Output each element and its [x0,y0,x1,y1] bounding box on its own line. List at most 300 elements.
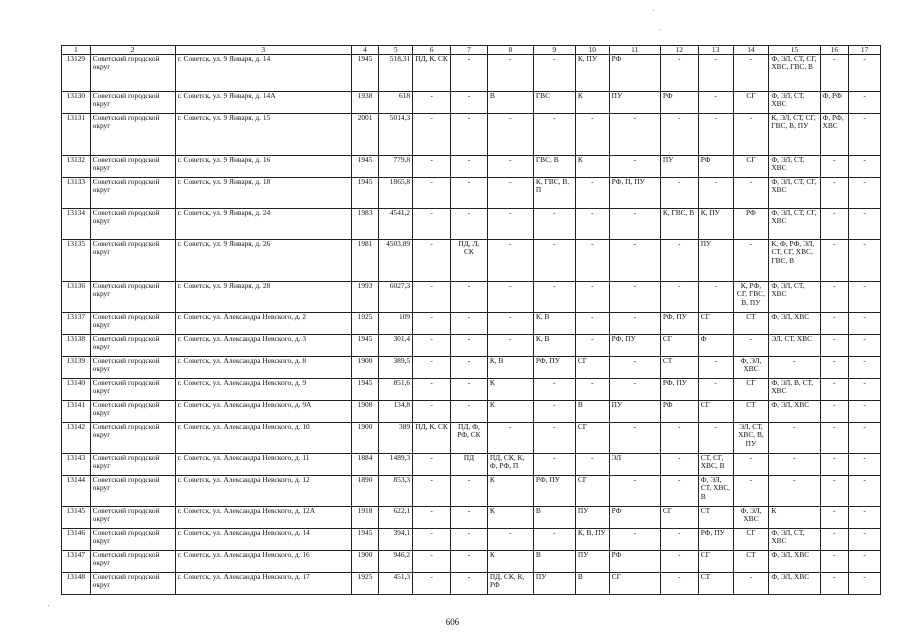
table-cell-col-10: - [575,178,609,209]
table-cell-col-14: - [733,454,769,476]
table-cell-col-9: - [533,209,575,240]
table-cell-col-15: Ф, ЭЛ, СТ, СГ, ХВС [769,178,820,209]
table-cell-col-11: РФ [609,507,660,529]
table-cell-col-14: - [733,573,769,595]
table-cell-col-3: г. Советск, ул. Александра Невского, д. 9 [175,379,351,401]
table-cell-col-15: Ф, ЭЛ, ХВС [769,401,820,423]
table-cell-col-8: - [487,178,533,209]
table-cell-col-6: ПД, К, СК [413,55,451,92]
table-cell-col-9: К, ГВС, В, П [533,178,575,209]
table-cell-col-8: ПД, СК, К, Ф, РФ, П [487,454,533,476]
table-cell-col-6: - [413,282,451,313]
table-cell-col-6: - [413,454,451,476]
table-cell-col-8: ПД, СК, К, РФ [487,573,533,595]
table-cell-col-12: - [660,529,698,551]
table-cell-col-5: 851,6 [379,379,413,401]
table-cell-col-8: - [487,209,533,240]
table-cell-col-17: - [849,357,881,379]
column-number-1: 1 [62,46,91,55]
table-cell-col-7: - [451,156,488,178]
table-cell-col-7: - [451,573,488,595]
table-cell-col-1: 13141 [62,401,91,423]
table-cell-col-14: СТ [733,551,769,573]
table-row [62,379,881,401]
table-cell-col-17: - [849,454,881,476]
table-cell-col-14: СГ [733,529,769,551]
table-cell-col-4: 1918 [351,507,379,529]
table-cell-col-16: - [820,454,849,476]
table-row [62,529,881,551]
table-cell-col-6: - [413,92,451,114]
table-cell-col-2: Советский городской округ [90,209,175,240]
table-cell-col-15: Ф, ЭЛ, ХВС [769,573,820,595]
table-cell-col-8: - [487,156,533,178]
table-cell-col-12: - [660,551,698,573]
table-cell-col-7: - [451,178,488,209]
table-cell-col-12: РФ [660,92,698,114]
table-cell-col-5: 518,31 [379,55,413,92]
scan-artifact [660,29,661,30]
table-cell-col-9: ГВС [533,92,575,114]
table-cell-col-9: ГВС, В [533,156,575,178]
table-cell-col-3: г. Советск, ул. Александра Невского, д. 8 [175,357,351,379]
table-cell-col-15: - [769,454,820,476]
table-cell-col-12: РФ, ПУ [660,313,698,335]
table-cell-col-4: 1945 [351,379,379,401]
table-cell-col-4: 1945 [351,55,379,92]
table-cell-col-16: - [820,357,849,379]
table-cell-col-6: - [413,401,451,423]
table-cell-col-9: - [533,55,575,92]
table-cell-col-5: 134,8 [379,401,413,423]
table-cell-col-12: К, ГВС, В [660,209,698,240]
table-cell-col-3: г. Советск, ул. 9 Января, д. 16 [175,156,351,178]
table-cell-col-6: - [413,178,451,209]
table-row [62,507,881,529]
table-cell-col-16: - [820,209,849,240]
table-cell-col-9: - [533,240,575,282]
table-cell-col-4: 1993 [351,282,379,313]
table-cell-col-4: 2001 [351,114,379,156]
table-cell-col-6: - [413,209,451,240]
table-row [62,114,881,156]
table-cell-col-14: К, РФ, СГ, ГВС, В, ПУ [733,282,769,313]
table-cell-col-1: 13137 [62,313,91,335]
table-cell-col-2: Советский городской округ [90,507,175,529]
column-number-header-row [62,46,881,55]
table-cell-col-1: 13140 [62,379,91,401]
table-cell-col-3: г. Советск, ул. Александра Невского, д. 9А [175,401,351,423]
table-cell-col-12: СГ [660,507,698,529]
table-cell-col-11: ЭЛ [609,454,660,476]
table-cell-col-10: - [575,335,609,357]
table-cell-col-17: - [849,401,881,423]
table-row [62,282,881,313]
table-cell-col-3: г. Советск, ул. Александра Невского, д. 17 [175,573,351,595]
table-cell-col-1: 13139 [62,357,91,379]
table-cell-col-13: Ф [698,335,733,357]
column-number-3: 3 [175,46,351,55]
table-cell-col-17: - [849,282,881,313]
table-cell-col-4: 1925 [351,313,379,335]
table-row [62,357,881,379]
table-cell-col-13: СГ [698,313,733,335]
table-cell-col-4: 1945 [351,335,379,357]
table-cell-col-10: СГ [575,476,609,507]
table-cell-col-2: Советский городской округ [90,476,175,507]
table-cell-col-9: В [533,507,575,529]
table-cell-col-16: Ф, РФ [820,92,849,114]
table-cell-col-10: К [575,92,609,114]
table-cell-col-10: - [575,209,609,240]
table-cell-col-9: К, В [533,313,575,335]
table-body [62,55,881,595]
table-cell-col-3: г. Советск, ул. 9 Января, д. 15 [175,114,351,156]
table-cell-col-4: 1908 [351,401,379,423]
table-cell-col-15: - [769,357,820,379]
table-cell-col-12: СТ [660,357,698,379]
table-cell-col-8: - [487,240,533,282]
table-cell-col-10: - [575,313,609,335]
table-cell-col-11: РФ, П, ПУ [609,178,660,209]
column-number-16: 16 [820,46,849,55]
table-cell-col-4: 1925 [351,573,379,595]
table-cell-col-5: 389,5 [379,357,413,379]
table-cell-col-10: - [575,240,609,282]
table-cell-col-17: - [849,313,881,335]
table-cell-col-1: 13130 [62,92,91,114]
page-number: 606 [445,617,460,627]
table-cell-col-1: 13134 [62,209,91,240]
table-cell-col-5: 779,8 [379,156,413,178]
table-cell-col-6: - [413,529,451,551]
table-cell-col-3: г. Советск, ул. Александра Невского, д. 16 [175,551,351,573]
column-number-2: 2 [90,46,175,55]
table-cell-col-16: - [820,423,849,454]
table-cell-col-16: - [820,529,849,551]
table-cell-col-14: - [733,240,769,282]
column-number-9: 9 [533,46,575,55]
table-cell-col-15: Ф, ЭЛ, СТ, ХВС [769,529,820,551]
table-cell-col-14: РФ [733,209,769,240]
table-cell-col-17: - [849,379,881,401]
table-cell-col-6: - [413,357,451,379]
table-cell-col-4: 1945 [351,529,379,551]
table-cell-col-4: 1938 [351,92,379,114]
table-cell-col-7: ПД, Л, СК [451,240,488,282]
table-cell-col-12: ПУ [660,156,698,178]
table-cell-col-4: 1945 [351,156,379,178]
table-cell-col-7: - [451,529,488,551]
table-cell-col-14: СГ [733,92,769,114]
table-cell-col-17: - [849,240,881,282]
table-cell-col-13: СТ, СГ, ХВС, В [698,454,733,476]
table-cell-col-11: - [609,423,660,454]
table-cell-col-14: Ф, ЭЛ, ХВС [733,507,769,529]
table-cell-col-5: 1865,8 [379,178,413,209]
table-cell-col-12: - [660,114,698,156]
table-cell-col-7: - [451,507,488,529]
table-cell-col-12: - [660,55,698,92]
table-cell-col-11: - [609,476,660,507]
table-cell-col-17: - [849,114,881,156]
table-cell-col-2: Советский городской округ [90,423,175,454]
table-cell-col-7: - [451,209,488,240]
table-cell-col-15: - [769,476,820,507]
table-cell-col-13: - [698,55,733,92]
table-cell-col-9: - [533,454,575,476]
table-cell-col-1: 13148 [62,573,91,595]
table-cell-col-17: - [849,507,881,529]
table-cell-col-5: 4503,89 [379,240,413,282]
table-row [62,454,881,476]
table-cell-col-5: 109 [379,313,413,335]
table-cell-col-2: Советский городской округ [90,55,175,92]
table-cell-col-6: - [413,114,451,156]
table-cell-col-17: - [849,551,881,573]
table-cell-col-7: ПД, Ф, РФ, СК [451,423,488,454]
table-cell-col-13: СГ [698,551,733,573]
table-cell-col-17: - [849,156,881,178]
table-cell-col-8: К [487,379,533,401]
table-row [62,573,881,595]
table-cell-col-1: 13129 [62,55,91,92]
table-cell-col-16: - [820,156,849,178]
table-cell-col-5: 4541,2 [379,209,413,240]
table-cell-col-12: РФ [660,401,698,423]
table-cell-col-2: Советский городской округ [90,401,175,423]
table-cell-col-1: 13133 [62,178,91,209]
table-cell-col-5: 622,1 [379,507,413,529]
table-cell-col-11: - [609,379,660,401]
table-cell-col-17: - [849,476,881,507]
table-cell-col-10: К, В, ПУ [575,529,609,551]
table-cell-col-9: - [533,401,575,423]
table-cell-col-11: - [609,156,660,178]
table-cell-col-2: Советский городской округ [90,114,175,156]
table-cell-col-5: 853,3 [379,476,413,507]
table-cell-col-16: Ф, РФ, ХВС [820,114,849,156]
table-cell-col-7: ПД [451,454,488,476]
table-cell-col-10: - [575,454,609,476]
table-cell-col-4: 1884 [351,454,379,476]
table-cell-col-13: ПУ [698,240,733,282]
table-cell-col-6: - [413,476,451,507]
table-cell-col-5: 946,2 [379,551,413,573]
table-cell-col-17: - [849,209,881,240]
table-cell-col-1: 13135 [62,240,91,282]
table-cell-col-2: Советский городской округ [90,240,175,282]
table-cell-col-3: г. Советск, ул. Александра Невского, д. 14 [175,529,351,551]
table-cell-col-14: СГ [733,156,769,178]
table-cell-col-3: г. Советск, ул. 9 Января, д. 14 [175,55,351,92]
table-cell-col-3: г. Советск, ул. Александра Невского, д. 12 [175,476,351,507]
table-cell-col-13: - [698,92,733,114]
document-table [61,45,881,595]
table-cell-col-16: - [820,573,849,595]
table-cell-col-13: СТ [698,507,733,529]
table-cell-col-17: - [849,423,881,454]
table-cell-col-15: Ф, ЭЛ, ХВС [769,313,820,335]
table-cell-col-2: Советский городской округ [90,454,175,476]
table-cell-col-6: - [413,156,451,178]
table-cell-col-5: 451,3 [379,573,413,595]
table-cell-col-7: - [451,335,488,357]
table-cell-col-2: Советский городской округ [90,282,175,313]
table-cell-col-4: 1981 [351,240,379,282]
table-cell-col-16: - [820,313,849,335]
table-cell-col-10: СГ [575,423,609,454]
table-cell-col-2: Советский городской округ [90,178,175,209]
table-cell-col-5: 301,4 [379,335,413,357]
table-cell-col-11: ПУ [609,401,660,423]
table-cell-col-6: - [413,335,451,357]
scan-artifact [48,605,49,606]
table-cell-col-3: г. Советск, ул. 9 Января, д. 24 [175,209,351,240]
table-row [62,476,881,507]
table-cell-col-6: - [413,551,451,573]
table-cell-col-9: РФ, ПУ [533,476,575,507]
table-cell-col-7: - [451,282,488,313]
table-cell-col-7: - [451,476,488,507]
table-cell-col-16: - [820,240,849,282]
column-number-13: 13 [698,46,733,55]
table-cell-col-15: Ф, ЭЛ, В, СТ, ХВС [769,379,820,401]
scan-artifact [653,10,654,11]
table-cell-col-8: - [487,335,533,357]
table-cell-col-6: - [413,313,451,335]
table-cell-col-10: - [575,282,609,313]
column-number-14: 14 [733,46,769,55]
table-cell-col-11: РФ, ПУ [609,335,660,357]
table-cell-col-1: 13138 [62,335,91,357]
table-cell-col-7: - [451,401,488,423]
table-cell-col-11: - [609,114,660,156]
table-cell-col-5: 1489,3 [379,454,413,476]
table-cell-col-10: ПУ [575,507,609,529]
table-cell-col-17: - [849,335,881,357]
table-row [62,335,881,357]
table-cell-col-11: - [609,357,660,379]
table-cell-col-16: - [820,476,849,507]
table-cell-col-10: К [575,156,609,178]
table-row [62,156,881,178]
table-cell-col-1: 13142 [62,423,91,454]
table-cell-col-9: - [533,114,575,156]
table-cell-col-8: - [487,529,533,551]
table-cell-col-16: - [820,551,849,573]
table-cell-col-1: 13145 [62,507,91,529]
table-cell-col-3: г. Советск, ул. 9 Января, д. 28 [175,282,351,313]
table-cell-col-11: - [609,240,660,282]
table-cell-col-3: г. Советск, ул. 9 Января, д. 26 [175,240,351,282]
table-row [62,551,881,573]
table-cell-col-14: ЭЛ, СТ, ХВС, В, ПУ [733,423,769,454]
table-cell-col-17: - [849,178,881,209]
table-cell-col-2: Советский городской округ [90,156,175,178]
table-cell-col-10: СГ [575,357,609,379]
table-cell-col-2: Советский городской округ [90,335,175,357]
column-number-5: 5 [379,46,413,55]
table-cell-col-16: - [820,55,849,92]
table-cell-col-3: г. Советск, ул. 9 Января, д. 14А [175,92,351,114]
table-cell-col-10: - [575,114,609,156]
table-cell-col-13: - [698,114,733,156]
table-cell-col-13: РФ [698,156,733,178]
table-cell-col-3: г. Советск, ул. 9 Января, д. 18 [175,178,351,209]
table-cell-col-4: 1900 [351,357,379,379]
table-cell-col-4: 1983 [351,209,379,240]
table-cell-col-11: - [609,209,660,240]
table-cell-col-8: - [487,282,533,313]
table-cell-col-16: - [820,379,849,401]
table-cell-col-12: - [660,178,698,209]
table-cell-col-1: 13131 [62,114,91,156]
table-cell-col-8: - [487,55,533,92]
table-cell-col-9: - [533,529,575,551]
table-cell-col-12: - [660,476,698,507]
table-cell-col-3: г. Советск, ул. Александра Невского, д. 2 [175,313,351,335]
table-cell-col-6: - [413,573,451,595]
table-cell-col-15: Ф, ЭЛ, ХВС [769,551,820,573]
table-cell-col-7: - [451,551,488,573]
table-cell-col-15: Ф, ЭЛ, СТ, ХВС [769,92,820,114]
table-cell-col-14: СТ [733,313,769,335]
table-cell-col-2: Советский городской округ [90,92,175,114]
table-cell-col-1: 13136 [62,282,91,313]
table-cell-col-7: - [451,114,488,156]
table-cell-col-11: ПУ [609,92,660,114]
table-cell-col-13: СГ [698,401,733,423]
table-cell-col-16: - [820,401,849,423]
table-cell-col-15: Ф, ЭЛ, СТ, СГ, ХВС [769,209,820,240]
table-cell-col-15: К [769,507,820,529]
table-cell-col-14: - [733,335,769,357]
table-cell-col-8: - [487,423,533,454]
table-cell-col-3: г. Советск, ул. Александра Невского, д. 3 [175,335,351,357]
table-cell-col-8: - [487,313,533,335]
table-cell-col-15: Ф, ЭЛ, СТ, ХВС [769,156,820,178]
table-cell-col-4: 1900 [351,551,379,573]
table-cell-col-14: - [733,114,769,156]
table-cell-col-9: - [533,379,575,401]
table-cell-col-9: - [533,282,575,313]
column-number-4: 4 [351,46,379,55]
table-cell-col-14: СТ [733,401,769,423]
table-cell-col-10: - [575,379,609,401]
table-cell-col-9: В [533,551,575,573]
table-cell-col-16: - [820,335,849,357]
table-cell-col-1: 13147 [62,551,91,573]
table-cell-col-3: г. Советск, ул. Александра Невского, д. 11 [175,454,351,476]
table-cell-col-5: 5014,3 [379,114,413,156]
table-cell-col-17: - [849,529,881,551]
table-row [62,401,881,423]
table-cell-col-4: 1900 [351,423,379,454]
table-cell-col-7: - [451,92,488,114]
table-cell-col-16: - [820,178,849,209]
table-cell-col-13: - [698,282,733,313]
table-cell-col-13: - [698,178,733,209]
table-cell-col-15: ЭЛ, СТ, ХВС [769,335,820,357]
table-cell-col-1: 13143 [62,454,91,476]
table-cell-col-12: СГ [660,335,698,357]
table-cell-col-1: 13146 [62,529,91,551]
column-number-8: 8 [487,46,533,55]
table-cell-col-13: Ф, ЭЛ, СТ, ХВС, В [698,476,733,507]
table-cell-col-7: - [451,55,488,92]
column-number-7: 7 [451,46,488,55]
